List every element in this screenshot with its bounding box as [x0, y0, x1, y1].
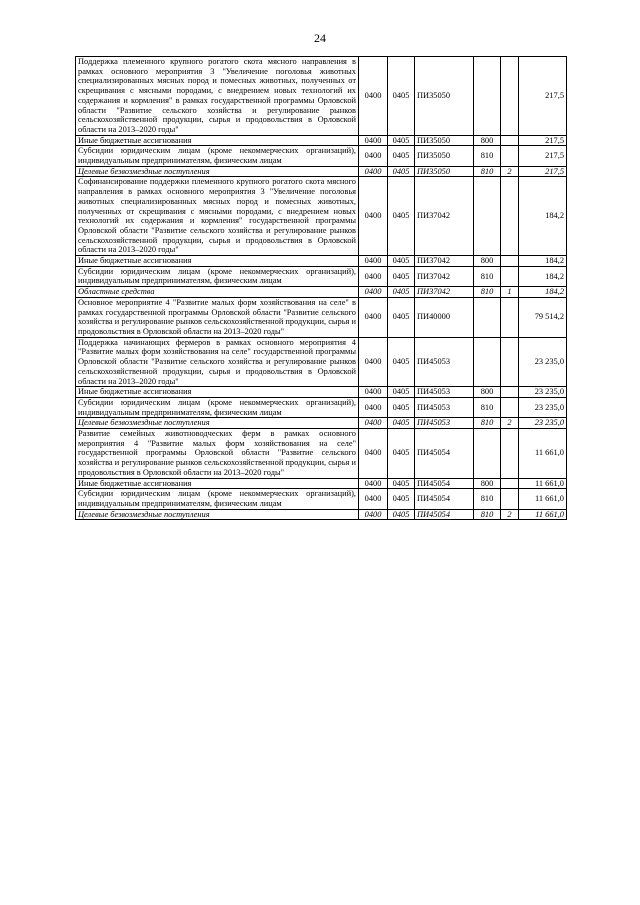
row-subsection-cell: 0405 [388, 397, 415, 417]
row-section-cell: 0400 [359, 266, 388, 286]
row-funding-kind-cell [501, 266, 519, 286]
table-row [76, 166, 567, 177]
row-expense-type-cell [474, 429, 501, 479]
row-amount-cell: 217,5 [519, 166, 567, 177]
row-target-article-cell: ПИ37042 [415, 266, 474, 286]
row-section-cell: 0400 [359, 337, 388, 387]
row-target-article-cell: ПИ35050 [415, 166, 474, 177]
row-subsection-cell: 0405 [388, 418, 415, 429]
row-section-cell: 0400 [359, 478, 388, 489]
row-expense-type-cell: 810 [474, 418, 501, 429]
row-name-cell: Иные бюджетные ассигнования [76, 387, 359, 398]
row-amount-cell: 11 661,0 [519, 509, 567, 520]
table-row [76, 418, 567, 429]
row-subsection-cell: 0405 [388, 177, 415, 256]
row-target-article-cell: ПИ45053 [415, 418, 474, 429]
row-name-cell: Иные бюджетные ассигнования [76, 135, 359, 146]
row-subsection-cell: 0405 [388, 489, 415, 509]
row-expense-type-cell: 810 [474, 287, 501, 298]
table-row [76, 429, 567, 479]
table-row [76, 387, 567, 398]
row-funding-kind-cell [501, 489, 519, 509]
row-amount-cell: 23 235,0 [519, 387, 567, 398]
row-expense-type-cell [474, 57, 501, 136]
row-subsection-cell: 0405 [388, 256, 415, 267]
row-target-article-cell: ПИ45054 [415, 429, 474, 479]
row-target-article-cell: ПИ35050 [415, 146, 474, 166]
row-amount-cell: 217,5 [519, 57, 567, 136]
row-funding-kind-cell [501, 57, 519, 136]
row-funding-kind-cell: 2 [501, 418, 519, 429]
row-funding-kind-cell [501, 397, 519, 417]
row-target-article-cell: ПИ45053 [415, 397, 474, 417]
row-expense-type-cell: 810 [474, 146, 501, 166]
row-expense-type-cell [474, 177, 501, 256]
row-expense-type-cell [474, 337, 501, 387]
row-section-cell: 0400 [359, 429, 388, 479]
row-funding-kind-cell [501, 429, 519, 479]
table-row [76, 146, 567, 166]
row-amount-cell: 184,2 [519, 256, 567, 267]
row-section-cell: 0400 [359, 387, 388, 398]
row-subsection-cell: 0405 [388, 146, 415, 166]
row-subsection-cell: 0405 [388, 509, 415, 520]
row-section-cell: 0400 [359, 297, 388, 337]
row-subsection-cell: 0405 [388, 287, 415, 298]
row-target-article-cell: ПИ40000 [415, 297, 474, 337]
row-name-cell: Иные бюджетные ассигнования [76, 256, 359, 267]
row-funding-kind-cell: 2 [501, 166, 519, 177]
row-name-cell: Субсидии юридическим лицам (кроме некоммерческих организаций), индивидуальным предпринимателям, физическим лицам [76, 266, 359, 286]
row-expense-type-cell: 810 [474, 397, 501, 417]
row-name-cell: Основное мероприятие 4 "Развитие малых форм хозяйствования на селе" в рамках государственной программы Орловской области "Развитие сельского хозяйства и регулирование рынков сельскохозяйственной продукции, сырья и продовольствия в Орловской области на 2013–2020 годы" [76, 297, 359, 337]
row-amount-cell: 79 514,2 [519, 297, 567, 337]
row-target-article-cell: ПИ37042 [415, 177, 474, 256]
row-subsection-cell: 0405 [388, 337, 415, 387]
row-funding-kind-cell [501, 256, 519, 267]
row-section-cell: 0400 [359, 489, 388, 509]
row-amount-cell: 184,2 [519, 266, 567, 286]
row-target-article-cell: ПИ35050 [415, 57, 474, 136]
row-target-article-cell: ПИ35050 [415, 135, 474, 146]
row-name-cell: Субсидии юридическим лицам (кроме некоммерческих организаций), индивидуальным предпринимателям, физическим лицам [76, 146, 359, 166]
row-expense-type-cell: 810 [474, 509, 501, 520]
row-expense-type-cell [474, 297, 501, 337]
row-funding-kind-cell [501, 297, 519, 337]
row-amount-cell: 23 235,0 [519, 337, 567, 387]
row-section-cell: 0400 [359, 256, 388, 267]
row-expense-type-cell: 810 [474, 266, 501, 286]
row-amount-cell: 184,2 [519, 177, 567, 256]
row-name-cell: Целевые безвозмездные поступления [76, 509, 359, 520]
table-row [76, 256, 567, 267]
row-section-cell: 0400 [359, 509, 388, 520]
row-name-cell: Софинансирование поддержки племенного крупного рогатого скота мясного направления в рамках основного мероприятия 3 "Увеличение поголовья животных специализированных мясных пород и помесных животных, полученных от скрещивания с мясными породами, с внедрением новых технологий их содержания и кормления" государственной программы Орловской области "Развитие сельского хозяйства и регулирование рынков сельскохозяйственной продукции, сырья и продовольствия в Орловской области на 2013–2020 годы" [76, 177, 359, 256]
row-funding-kind-cell [501, 337, 519, 387]
row-funding-kind-cell [501, 135, 519, 146]
row-section-cell: 0400 [359, 57, 388, 136]
row-name-cell: Поддержка начинающих фермеров в рамках основного мероприятия 4 "Развитие малых форм хозяйствования на селе" государственной программы Орловской области "Развитие сельского хозяйства и регулирование рынков сельскохозяйственной продукции, сырья и продовольствия в Орловской области на 2013–2020 годы" [76, 337, 359, 387]
table-row [76, 489, 567, 509]
row-section-cell: 0400 [359, 177, 388, 256]
row-target-article-cell: ПИ45054 [415, 478, 474, 489]
row-amount-cell: 11 661,0 [519, 489, 567, 509]
row-section-cell: 0400 [359, 397, 388, 417]
row-amount-cell: 217,5 [519, 146, 567, 166]
row-amount-cell: 217,5 [519, 135, 567, 146]
row-funding-kind-cell [501, 478, 519, 489]
row-subsection-cell: 0405 [388, 57, 415, 136]
table-row [76, 57, 567, 136]
row-name-cell: Иные бюджетные ассигнования [76, 478, 359, 489]
row-name-cell: Целевые безвозмездные поступления [76, 166, 359, 177]
row-name-cell: Поддержка племенного крупного рогатого скота мясного направления в рамках основного мероприятия 3 "Увеличение поголовья животных специализированных мясных пород и помесных животных, полученных от скрещивания с мясными породами, с внедрением новых технологий их содержания и кормления" в рамках государственной программы Орловской области "Развитие сельского хозяйства и регулирование рынков сельскохозяйственной продукции, сырья и продовольствия в Орловской области на 2013–2020 годы" [76, 57, 359, 136]
row-amount-cell: 11 661,0 [519, 478, 567, 489]
row-expense-type-cell: 810 [474, 166, 501, 177]
row-section-cell: 0400 [359, 166, 388, 177]
row-name-cell: Субсидии юридическим лицам (кроме некоммерческих организаций), индивидуальным предпринимателям, физическим лицам [76, 489, 359, 509]
page-number: 24 [314, 31, 326, 45]
row-subsection-cell: 0405 [388, 297, 415, 337]
table-row [76, 135, 567, 146]
table-row [76, 177, 567, 256]
row-subsection-cell: 0405 [388, 478, 415, 489]
row-name-cell: Развитие семейных животноводческих ферм в рамках основного мероприятия 4 "Развитие малых форм хозяйствования на селе" государственной программы Орловской области "Развитие сельского хозяйства и регулирование рынков сельскохозяйственной продукции, сырья и продовольствия в Орловской области на 2013–2020 годы" [76, 429, 359, 479]
row-funding-kind-cell [501, 387, 519, 398]
row-target-article-cell: ПИ45054 [415, 489, 474, 509]
budget-table-body [76, 57, 567, 520]
row-funding-kind-cell [501, 146, 519, 166]
row-funding-kind-cell [501, 177, 519, 256]
row-expense-type-cell: 810 [474, 489, 501, 509]
row-section-cell: 0400 [359, 135, 388, 146]
table-row [76, 266, 567, 286]
row-subsection-cell: 0405 [388, 266, 415, 286]
row-section-cell: 0400 [359, 287, 388, 298]
row-name-cell: Субсидии юридическим лицам (кроме некоммерческих организаций), индивидуальным предпринимателям, физическим лицам [76, 397, 359, 417]
row-target-article-cell: ПИ45053 [415, 387, 474, 398]
table-row [76, 337, 567, 387]
row-amount-cell: 184,2 [519, 287, 567, 298]
row-amount-cell: 23 235,0 [519, 418, 567, 429]
row-section-cell: 0400 [359, 146, 388, 166]
row-expense-type-cell: 800 [474, 135, 501, 146]
row-target-article-cell: ПИ45054 [415, 509, 474, 520]
row-target-article-cell: ПИ45053 [415, 337, 474, 387]
row-target-article-cell: ПИ37042 [415, 256, 474, 267]
row-subsection-cell: 0405 [388, 135, 415, 146]
table-row [76, 287, 567, 298]
row-funding-kind-cell: 2 [501, 509, 519, 520]
row-expense-type-cell: 800 [474, 256, 501, 267]
row-name-cell: Областные средства [76, 287, 359, 298]
row-subsection-cell: 0405 [388, 429, 415, 479]
budget-table [75, 56, 567, 520]
table-row [76, 297, 567, 337]
row-expense-type-cell: 800 [474, 478, 501, 489]
row-amount-cell: 23 235,0 [519, 397, 567, 417]
row-subsection-cell: 0405 [388, 387, 415, 398]
row-expense-type-cell: 800 [474, 387, 501, 398]
table-row [76, 509, 567, 520]
table-row [76, 397, 567, 417]
table-row [76, 478, 567, 489]
row-funding-kind-cell: 1 [501, 287, 519, 298]
row-name-cell: Целевые безвозмездные поступления [76, 418, 359, 429]
row-target-article-cell: ПИ37042 [415, 287, 474, 298]
row-amount-cell: 11 661,0 [519, 429, 567, 479]
row-section-cell: 0400 [359, 418, 388, 429]
row-subsection-cell: 0405 [388, 166, 415, 177]
